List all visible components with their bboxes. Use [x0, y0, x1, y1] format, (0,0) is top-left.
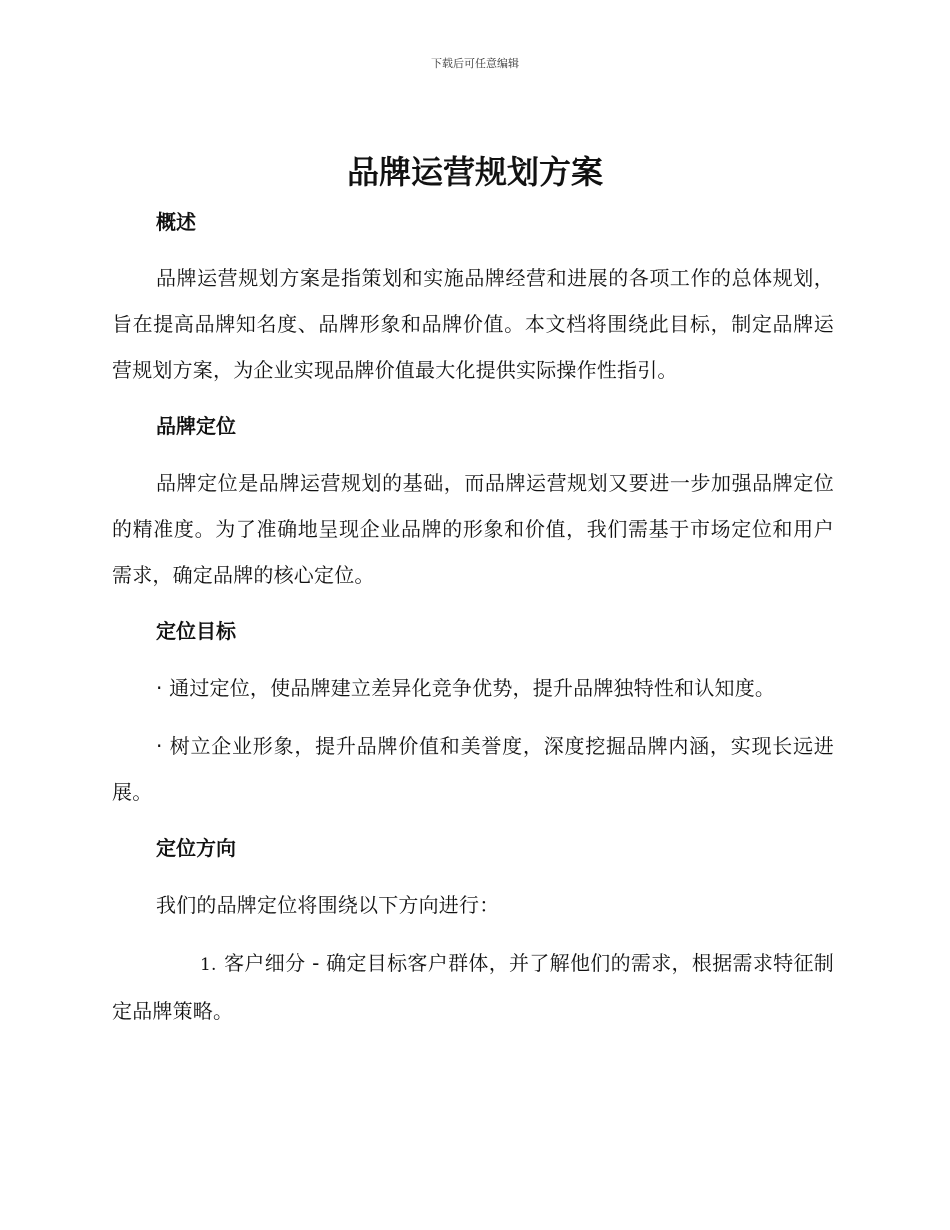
page-title: 品牌运营规划方案	[346, 153, 603, 191]
list-item-text: 客户细分 - 确定目标客户群体，并了解他们的需求，根据需求特征制定品牌策略。	[112, 951, 834, 1023]
direction-intro: 我们的品牌定位将围绕以下方向进行：	[156, 893, 500, 917]
goal-item-1: · 通过定位，使品牌建立差异化竞争优势，提升品牌独特性和认知度。	[156, 676, 776, 700]
section-heading-goals: 定位目标	[156, 619, 236, 643]
direction-list-item-1	[112, 940, 834, 1034]
section-heading-overview: 概述	[156, 210, 196, 234]
section-heading-positioning: 品牌定位	[156, 414, 236, 438]
list-item-number: 1.	[200, 955, 217, 975]
section-heading-direction: 定位方向	[156, 836, 236, 860]
goal-item-2: · 树立企业形象，提升品牌价值和美誉度，深度挖掘品牌内涵，实现长远进展。	[112, 734, 834, 804]
page-header-note: 下载后可任意编辑	[431, 57, 519, 70]
overview-paragraph: 品牌运营规划方案是指策划和实施品牌经营和进展的各项工作的总体规划，旨在提高品牌知名度、品牌形象和品牌价值。本文档将围绕此目标，制定品牌运营规划方案，为企业实现品牌价值最大化提供实际操作性指引。	[112, 266, 834, 382]
positioning-paragraph: 品牌定位是品牌运营规划的基础，而品牌运营规划又要进一步加强品牌定位的精准度。为了准确地呈现企业品牌的形象和价值，我们需基于市场定位和用户需求，确定品牌的核心定位。	[112, 471, 834, 587]
